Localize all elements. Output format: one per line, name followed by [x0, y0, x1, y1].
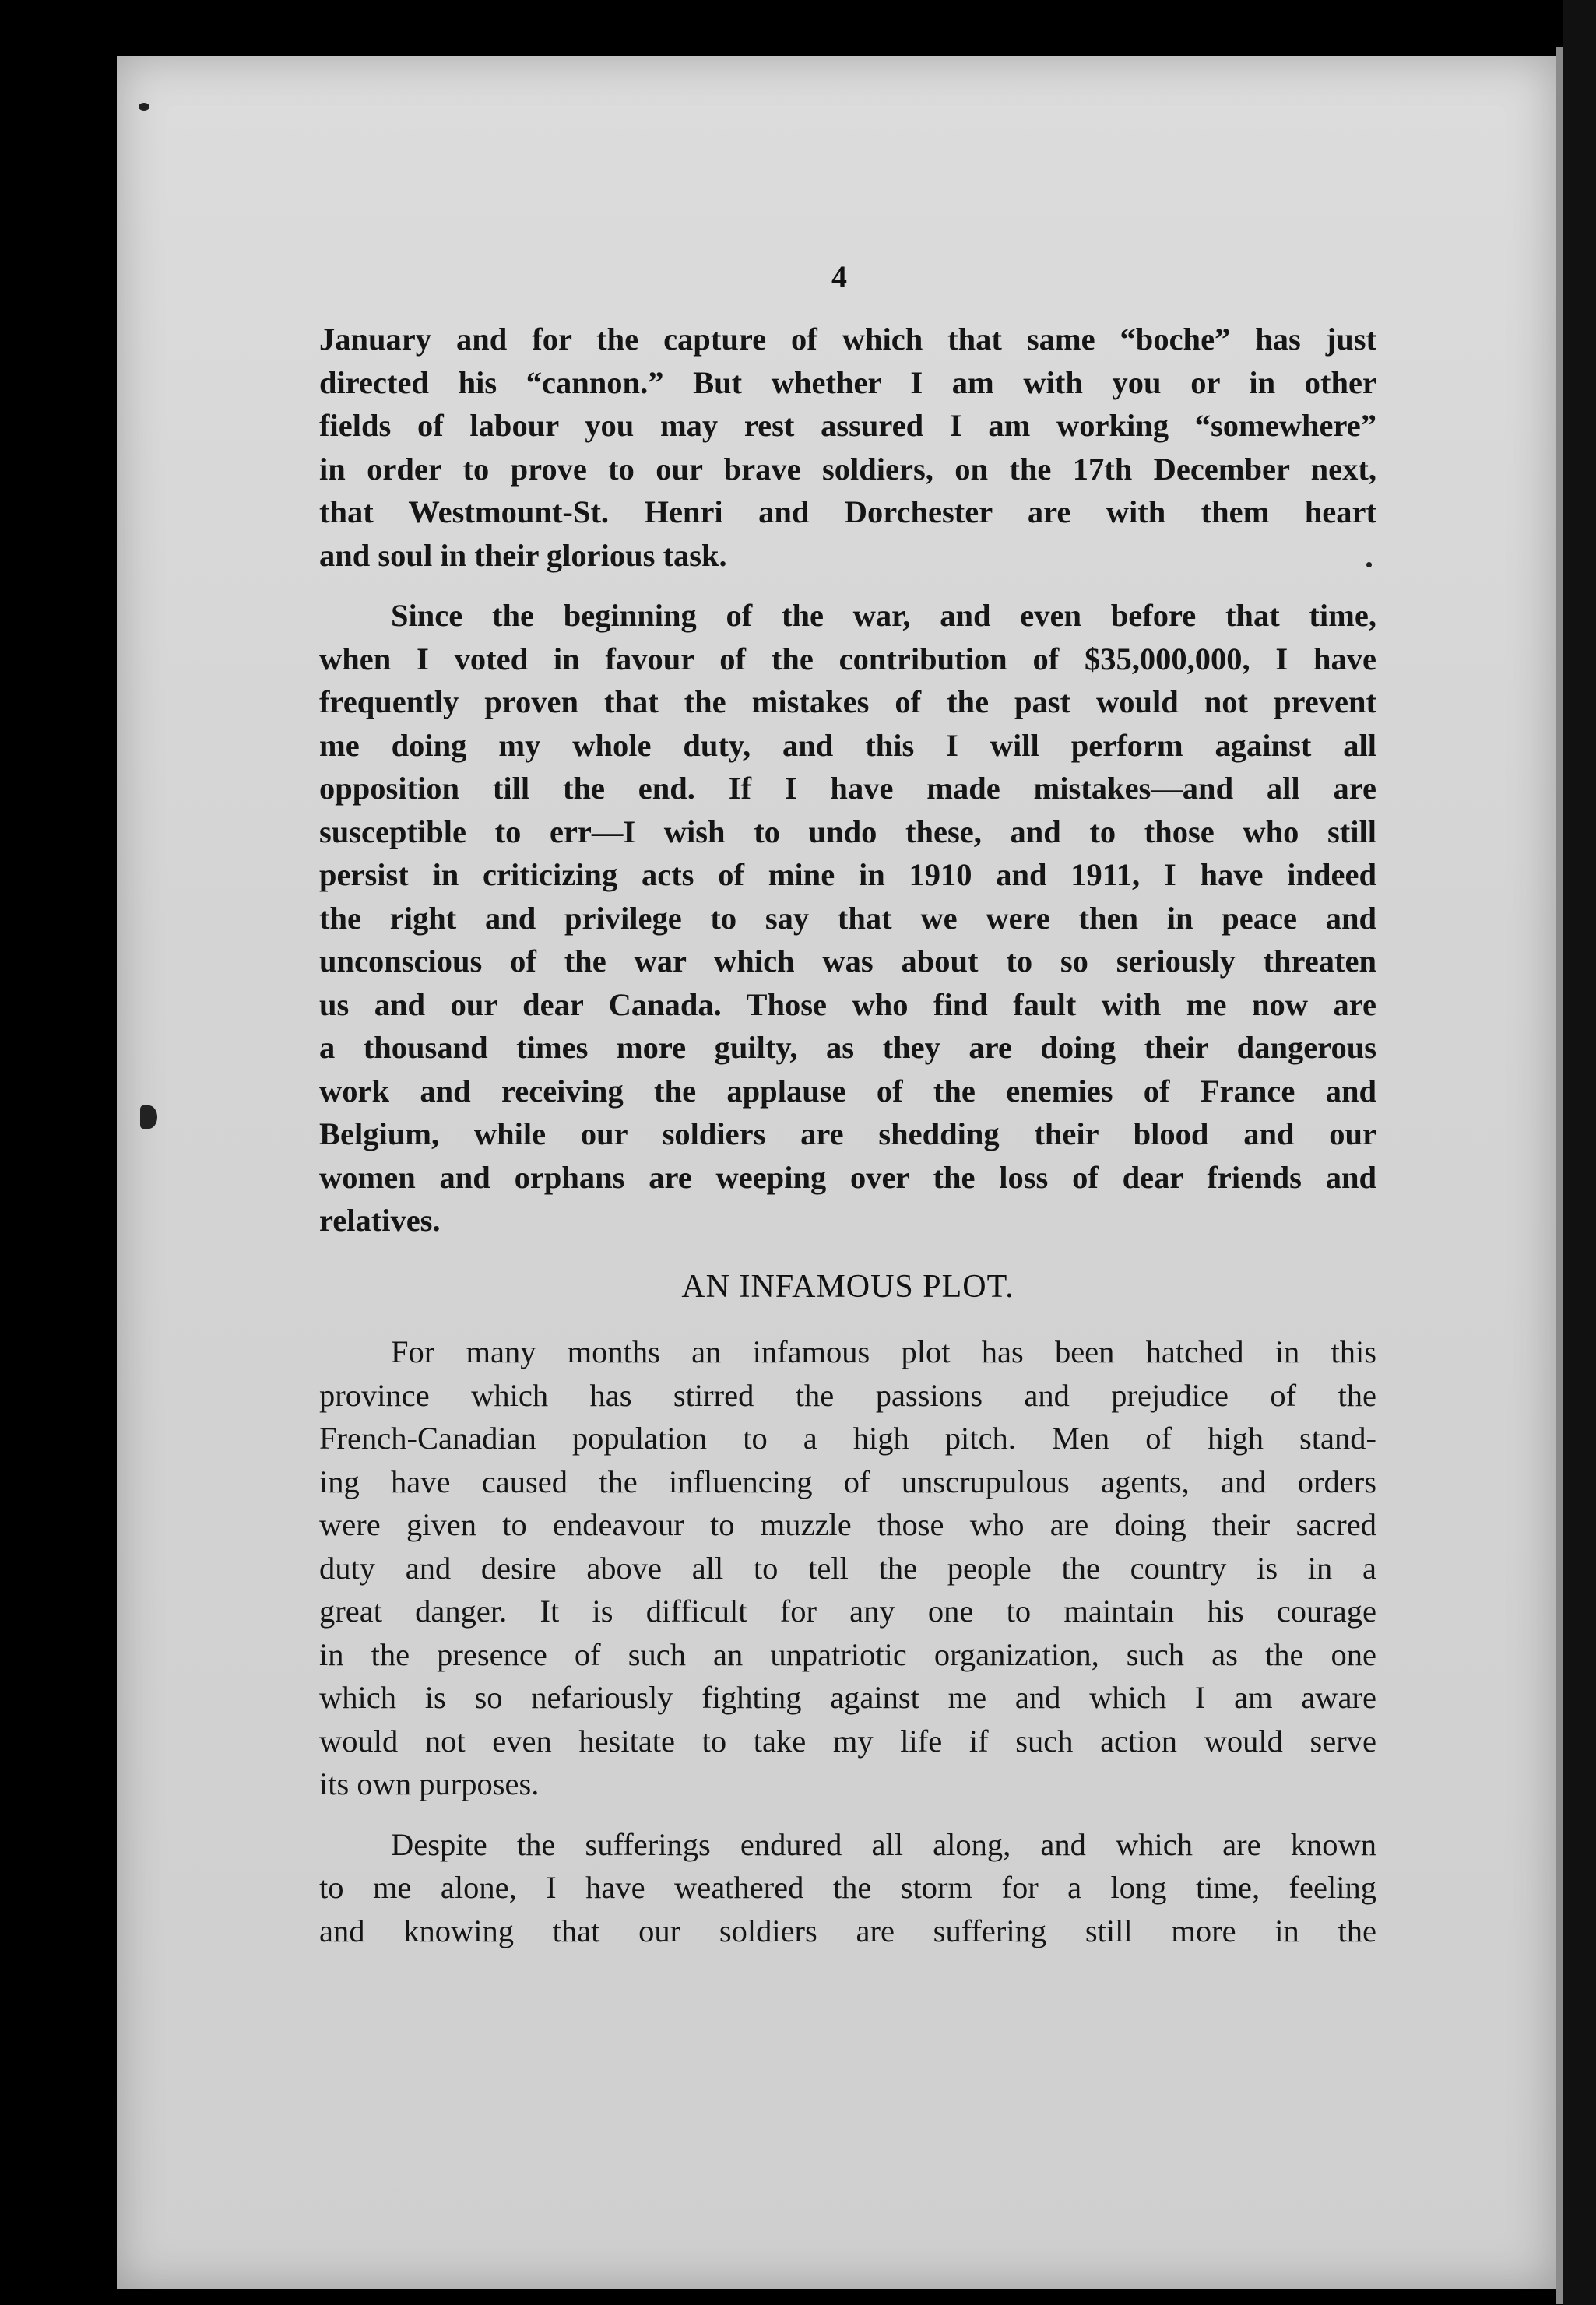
paragraph-2	[319, 594, 1376, 1242]
text-line: Since the beginning of the war, and even before that time,	[391, 598, 1376, 633]
text-line: which is so nefariously fighting against me and which I am aware	[319, 1680, 1376, 1715]
text-line: unconscious of the war which was about to so seriously threaten	[319, 943, 1376, 979]
paragraph-3	[319, 1330, 1376, 1806]
text-line: Belgium, while our soldiers are shedding their blood and our	[319, 1116, 1376, 1151]
text-line: and soul in their glorious task.	[319, 537, 727, 573]
text-line: when I voted in favour of the contribution of $35,000,000, I have	[319, 641, 1376, 676]
text-line: French-Canadian population to a high pitch. Men of high stand-	[319, 1421, 1376, 1456]
text-line: Despite the sufferings endured all along, and which are known	[391, 1826, 1376, 1862]
scan-speck	[140, 1105, 157, 1129]
text-line: would not even hesitate to take my life if such action would serve	[319, 1723, 1376, 1759]
scan-speck	[1366, 562, 1372, 567]
text-line: in the presence of such an unpatriotic organization, such as the one	[319, 1636, 1376, 1672]
page-number: 4	[831, 259, 847, 294]
text-line: duty and desire above all to tell the people the country is in a	[319, 1550, 1376, 1586]
text-line: relatives.	[319, 1203, 441, 1238]
text-line: ing have caused the influencing of unscrupulous agents, and orders	[319, 1463, 1376, 1499]
page-text	[319, 318, 1376, 1952]
scan-border	[1563, 0, 1596, 2305]
text-line: work and receiving the applause of the enemies of France and	[319, 1073, 1376, 1109]
paragraph-4	[319, 1823, 1376, 1953]
page-edge	[1556, 47, 1563, 2304]
paragraph-1	[319, 318, 1376, 577]
text-line: frequently proven that the mistakes of the past would not prevent	[319, 684, 1376, 719]
text-line: susceptible to err—I wish to undo these, and to those who still	[319, 813, 1376, 849]
text-line: the right and privilege to say that we were then in peace and	[319, 900, 1376, 936]
text-line: that Westmount-St. Henri and Dorchester are with them heart	[319, 494, 1376, 529]
text-line: in order to prove to our brave soldiers, on the 17th December next,	[319, 451, 1376, 487]
text-line: opposition till the end. If I have made mistakes—and all are	[319, 771, 1376, 806]
scan-speck	[139, 103, 149, 111]
text-line: persist in criticizing acts of mine in 1910 and 1911, I have indeed	[319, 857, 1376, 892]
text-line: For many months an infamous plot has been hatched in this	[391, 1334, 1376, 1369]
text-line: us and our dear Canada. Those who find fault with me now are	[319, 986, 1376, 1022]
text-line: its own purposes.	[319, 1766, 540, 1801]
text-line: a thousand times more guilty, as they are doing their dangerous	[319, 1030, 1376, 1065]
text-line: January and for the capture of which that same “boche” has just	[319, 322, 1376, 357]
section-heading: AN INFAMOUS PLOT.	[681, 1268, 1014, 1305]
text-line: province which has stirred the passions and prejudice of the	[319, 1377, 1376, 1413]
text-line: directed his “cannon.” But whether I am with you or in other	[319, 364, 1376, 400]
text-line: women and orphans are weeping over the loss of dear friends and	[319, 1159, 1376, 1195]
text-line: and knowing that our soldiers are suffering still more in the	[319, 1913, 1376, 1948]
text-line: were given to endeavour to muzzle those who are doing their sacred	[319, 1507, 1376, 1542]
text-line: great danger. It is difficult for any one to maintain his courage	[319, 1593, 1376, 1629]
text-line: fields of labour you may rest assured I am working “somewhere”	[319, 408, 1376, 443]
text-line: me doing my whole duty, and this I will perform against all	[319, 727, 1376, 763]
text-line: to me alone, I have weathered the storm for a long time, feeling	[319, 1870, 1376, 1905]
